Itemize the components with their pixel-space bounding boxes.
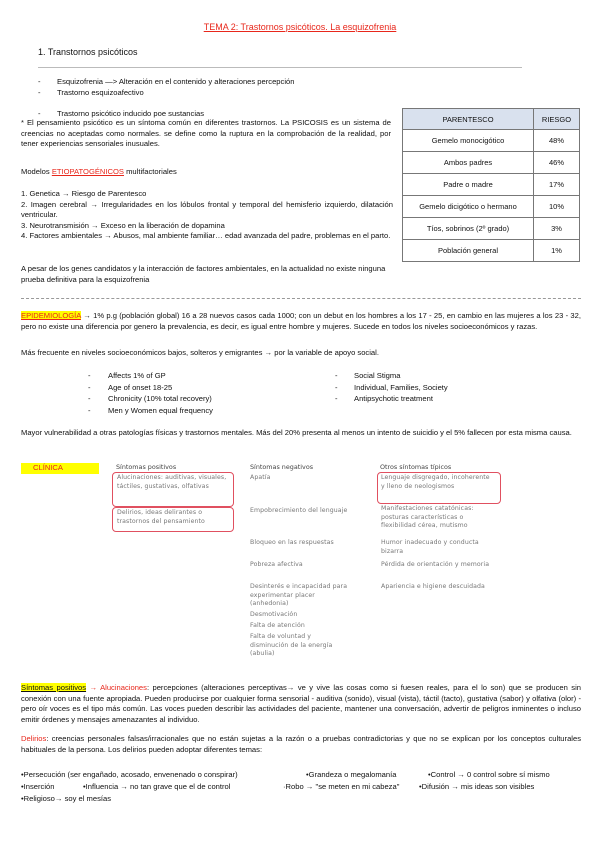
table-header-row <box>403 109 580 130</box>
list-item: •Difusión → mis ideas son visibles <box>419 782 535 791</box>
page-header <box>0 22 600 32</box>
positive-symptoms-paragraph: Síntomas positivos → Alucinaciones: percepciones (alteraciones perceptivas→ ve y vive las cosas como si fuesen reales, para el lo son) que se producen sin conexión con una fuente apropiada. Pueden producirse por cualquier forma sensorial - auditiva (sonido), visual (vista), táctil (tacto), gustativa (sabor) y olfativa (olor) - pero oír voces es el tipo más común. Las voces pueden describir las actividades del paciente, mantener una conversación, advertir de peligros inminentes o incluso emitir órdenes y mensajes amenazantes al individuo. <box>21 683 581 724</box>
list-item: •Inserción <box>21 782 55 791</box>
models-list <box>21 189 393 242</box>
list-item: •Grandeza o megalomanía <box>306 770 397 779</box>
negative-symptom-item: Pobreza afectiva <box>250 561 303 568</box>
list-item: 1. Genetica → Riesgo de Parentesco <box>21 189 147 198</box>
clinical-label: CLÍNICA <box>33 463 63 472</box>
models-conclusion: A pesar de los genes candidatos y la interacción de factores ambientales, en la actualidad no existe ninguna prueba definitiva para la esquizofrenia <box>21 264 386 284</box>
delusions-term: Delirios <box>21 734 47 743</box>
clinical-label-wrap <box>21 463 99 474</box>
risk-table <box>402 108 580 262</box>
psychosis-paragraph: * El pensamiento psicótico es un síntoma común en diferentes trastornos. La PSICOSIS es un sistema de creencias no aceptadas como normales. se define como la ruptura en la comprobación de la realidad, por tener experiencias sensoriales inusuales. <box>21 118 391 149</box>
delusions-row2 <box>21 782 581 793</box>
negative-symptom-item: Falta de voluntad y disminución de la energía (abulia) <box>250 633 333 658</box>
negative-symptom-item: Apatía <box>250 474 271 481</box>
list-item: •Persecución (ser engañado, acosado, envenenado o conspirar) <box>21 770 238 779</box>
other-symptom-item: Lenguaje disgregado, incoherente y lleno de neologismos <box>381 474 490 490</box>
table-row: Gemelo monocigótico 48% <box>403 130 580 152</box>
negative-symptom-item: Desmotivación <box>250 611 298 618</box>
column-header: RIESGO <box>534 109 580 130</box>
negative-symptom-item: Bloqueo en las respuestas <box>250 539 334 546</box>
table-row: Población general 1% <box>403 240 580 262</box>
positive-symptoms-title: Síntomas positivos <box>116 463 177 471</box>
list-item: ·Robo → "se meten en mi cabeza" <box>283 782 400 791</box>
page-title: TEMA 2: Trastornos psicóticos. La esquizofrenia <box>203 22 397 32</box>
dashed-divider <box>21 298 581 299</box>
other-symptom-item: Pérdida de orientación y memoria <box>381 561 490 568</box>
other-symptom-item: Manifestaciones catatónicas: posturas características o flexibilidad cérea, mutismo <box>381 505 474 530</box>
positive-keyword: Síntomas positivos <box>21 683 87 692</box>
epidemiology-paragraph: EPIDEMIOLOGÍA → 1% p.g (población global) 16 a 28 nuevos casos cada 1000; con un debut en los hombres a los 17 - 25, en cambio en las mujeres a los 23 - 32, pero no existe una diferencia por genero la prevalencia, es decir, es igual entre hombre y mujeres. Sucede en todos los niveles socioeconómicos y razas. <box>21 311 581 331</box>
hallucinations-term: Alucinaciones <box>100 683 147 692</box>
delusions-paragraph: Delirios: creencias personales falsas/irracionales que no están sujetas a la razón o a pruebas contradictorias y que no se explican por los conceptos culturales habituales de la persona. Los delirios pueden adoptar diferentes temas: <box>21 734 581 754</box>
other-symptom-item: Humor inadecuado y conducta bizarra <box>381 539 479 555</box>
vulnerability-paragraph: Mayor vulnerabilidad a otras patologías físicas y trastornos mentales. Más del 20% presenta al menos un intento de suicidio y el 5% fallecen por esta misma causa. <box>21 428 572 437</box>
list-item: 4. Factores ambientales → Abusos, mal ambiente familiar… edad avanzada del padre, problemas en el parto. <box>21 231 391 241</box>
negative-symptoms-title: Síntomas negativos <box>250 463 314 471</box>
section-title: 1. Transtornos psicóticos <box>38 47 138 57</box>
table-row: Padre o madre 17% <box>403 174 580 196</box>
negative-symptom-item: Desinterés e incapacidad para experimentar placer (anhedonia) <box>250 583 348 608</box>
list-item: 3. Neurotransmisión → Exceso en la liberación de dopamina <box>21 220 225 230</box>
column-header: PARENTESCO <box>403 109 534 130</box>
negative-symptom-item: Falta de atención <box>250 622 305 629</box>
epidemiology-keyword: EPIDEMIOLOGÍA <box>21 311 81 320</box>
delusions-row3: •Religioso→ soy el mesías <box>21 794 112 803</box>
divider <box>38 67 522 68</box>
delusions-row1 <box>21 770 581 781</box>
models-keyword: ETIOPATOGÉNICOS <box>51 167 124 176</box>
other-symptoms-title: Otros síntomas típicos <box>380 463 452 471</box>
negative-symptom-item: Empobrecimiento del lenguaje <box>250 507 348 514</box>
epidemiology-line2: Más frecuente en niveles socioeconómicos bajos, solteros y emigrantes → por la variable de apoyo social. <box>21 348 379 357</box>
list-item: •Control → 0 control sobre sí mismo <box>428 770 550 779</box>
models-heading: Modelos ETIOPATOGÉNICOS multifactoriales <box>21 167 177 176</box>
table-row: Tíos, sobrinos (2º grado) 3% <box>403 218 580 240</box>
other-symptom-item: Apariencia e higiene descuidada <box>381 583 485 590</box>
list-item: 2. Imagen cerebral → Irregularidades en los lóbulos frontal y temporal del hemisferio izquierdo, dilatación ventricular. <box>21 199 393 220</box>
table-row: Gemelo dicigótico o hermano 10% <box>403 196 580 218</box>
positive-symptom-item: Alucinaciones: auditivas, visuales, táctiles, gustativas, olfativas <box>117 474 227 490</box>
positive-symptom-item: Delirios, ideas delirantes o trastornos del pensamiento <box>117 509 205 525</box>
list-item: •Influencia → no tan grave que el de control <box>83 782 231 791</box>
table-row: Ambos padres 46% <box>403 152 580 174</box>
